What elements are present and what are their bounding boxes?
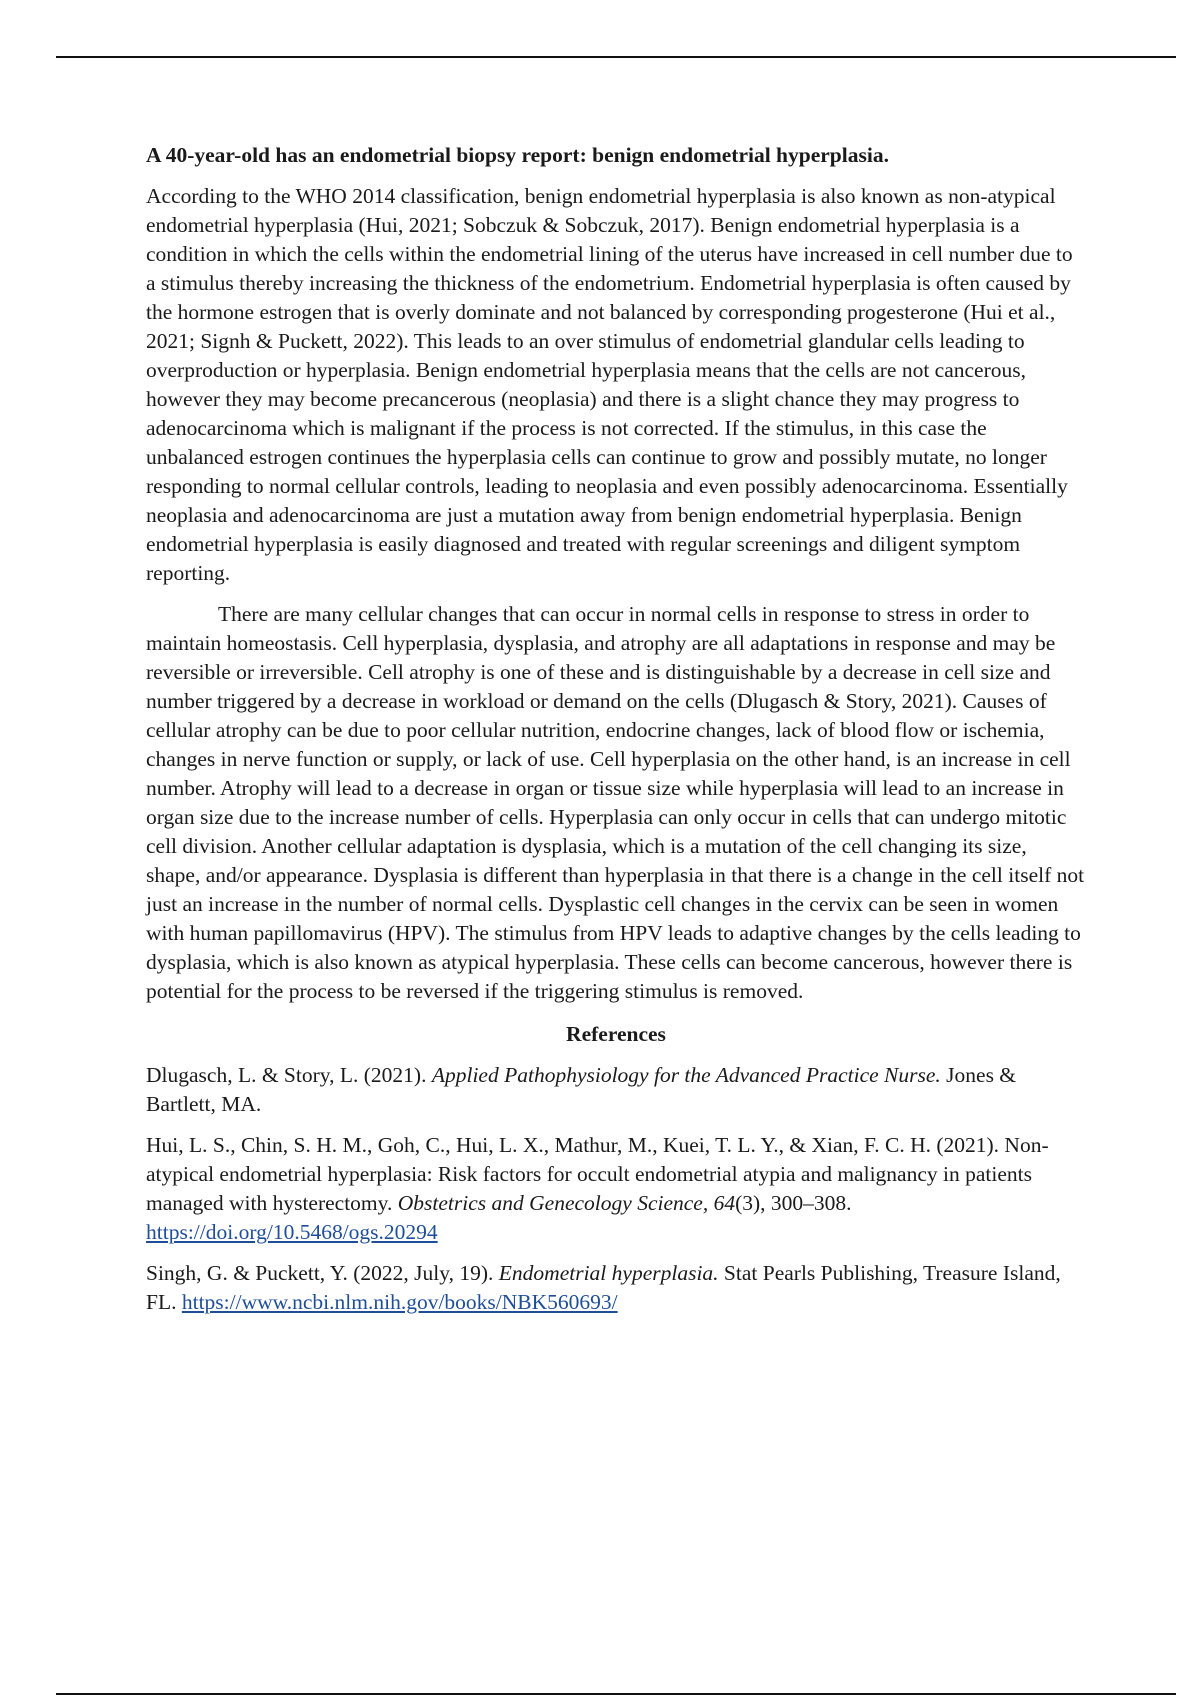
reference-text: Singh, G. & Puckett, Y. (2022, July, 19). (146, 1261, 499, 1285)
reference-url-link[interactable]: https://www.ncbi.nlm.nih.gov/books/NBK560693/ (181, 1290, 618, 1314)
top-rule (56, 56, 1176, 58)
references-heading: References (566, 1022, 666, 1046)
bottom-rule (56, 1693, 1176, 1695)
reference-publisher: Stat Pearls Publishing, Treasure Island, FL. (146, 1261, 1061, 1314)
reference-pages: (3), 300–308. (735, 1191, 852, 1215)
paragraph-2: There are many cellular changes that can occur in normal cells in response to stress in order to maintain homeostasis. Cell hyperplasia, dysplasia, and atrophy are all adaptations in response and may be reversible or irreversible. Cell atrophy is one of these and is distinguishable by a decrease in cell size and number triggered by a decrease in workload or demand on the cells (Dlugasch & Story, 2021). Causes of cellular atrophy can be due to poor cellular nutrition, endocrine changes, lack of blood flow or ischemia, changes in nerve function or supply, or lack of use. Cell hyperplasia on the other hand, is an increase in cell number. Atrophy will lead to a decrease in organ or tissue size while hyperplasia will lead to an increase in organ size due to the increase number of cells. Hyperplasia can only occur in cells that can undergo mitotic cell division. Another cellular adaptation is dysplasia, which is a mutation of the cell changing its size, shape, and/or appearance. Dysplasia is different than hyperplasia in that there is a change in the cell itself not just an increase in the number of normal cells. Dysplastic cell changes in the cervix can be seen in women with human papillomavirus (HPV). The stimulus from HPV leads to adaptive changes by the cells leading to dysplasia, which is also known as atypical hyperplasia. These cells can become cancerous, however there is potential for the process to be reversed if the triggering stimulus is removed. (146, 602, 1085, 1003)
document-page (146, 140, 1086, 1329)
reference-doi-link[interactable]: https://doi.org/10.5468/ogs.20294 (146, 1220, 438, 1244)
document-heading: A 40-year-old has an endometrial biopsy report: benign endometrial hyperplasia. (146, 143, 889, 167)
reference-entry (146, 1259, 1086, 1317)
reference-entry (146, 1131, 1086, 1247)
reference-title: Endometrial hyperplasia. (498, 1261, 719, 1285)
reference-title: Applied Pathophysiology for the Advanced Practice Nurse. (431, 1063, 941, 1087)
reference-journal: Obstetrics and Genecology Science, 64 (397, 1191, 736, 1215)
reference-text: Hui, L. S., Chin, S. H. M., Goh, C., Hui, L. X., Mathur, M., Kuei, T. L. Y., & Xian, F. C. H. (2021). Non-atypical endometrial hyperplasia: Risk factors for occult endometrial atypia and malignancy in patients managed with hysterectomy. (146, 1133, 1049, 1215)
paragraph-1: According to the WHO 2014 classification, benign endometrial hyperplasia is also known as non-atypical endometrial hyperplasia (Hui, 2021; Sobczuk & Sobczuk, 2017). Benign endometrial hyperplasia is a condition in which the cells within the endometrial lining of the uterus have increased in cell number due to a stimulus thereby increasing the thickness of the endometrium. Endometrial hyperplasia is often caused by the hormone estrogen that is overly dominate and not balanced by corresponding progesterone (Hui et al., 2021; Signh & Puckett, 2022). This leads to an over stimulus of endometrial glandular cells leading to overproduction or hyperplasia. Benign endometrial hyperplasia means that the cells are not cancerous, however they may become precancerous (neoplasia) and there is a slight chance they may progress to adenocarcinoma which is malignant if the process is not corrected. If the stimulus, in this case the unbalanced estrogen continues the hyperplasia cells can continue to grow and possibly mutate, no longer responding to normal cellular controls, leading to neoplasia and even possibly adenocarcinoma. Essentially neoplasia and adenocarcinoma are just a mutation away from benign endometrial hyperplasia. Benign endometrial hyperplasia is easily diagnosed and treated with regular screenings and diligent symptom reporting. (146, 184, 1073, 585)
reference-publisher: Jones & Bartlett, MA. (146, 1063, 1017, 1116)
reference-entry (146, 1061, 1086, 1119)
reference-text: Dlugasch, L. & Story, L. (2021). (146, 1063, 432, 1087)
